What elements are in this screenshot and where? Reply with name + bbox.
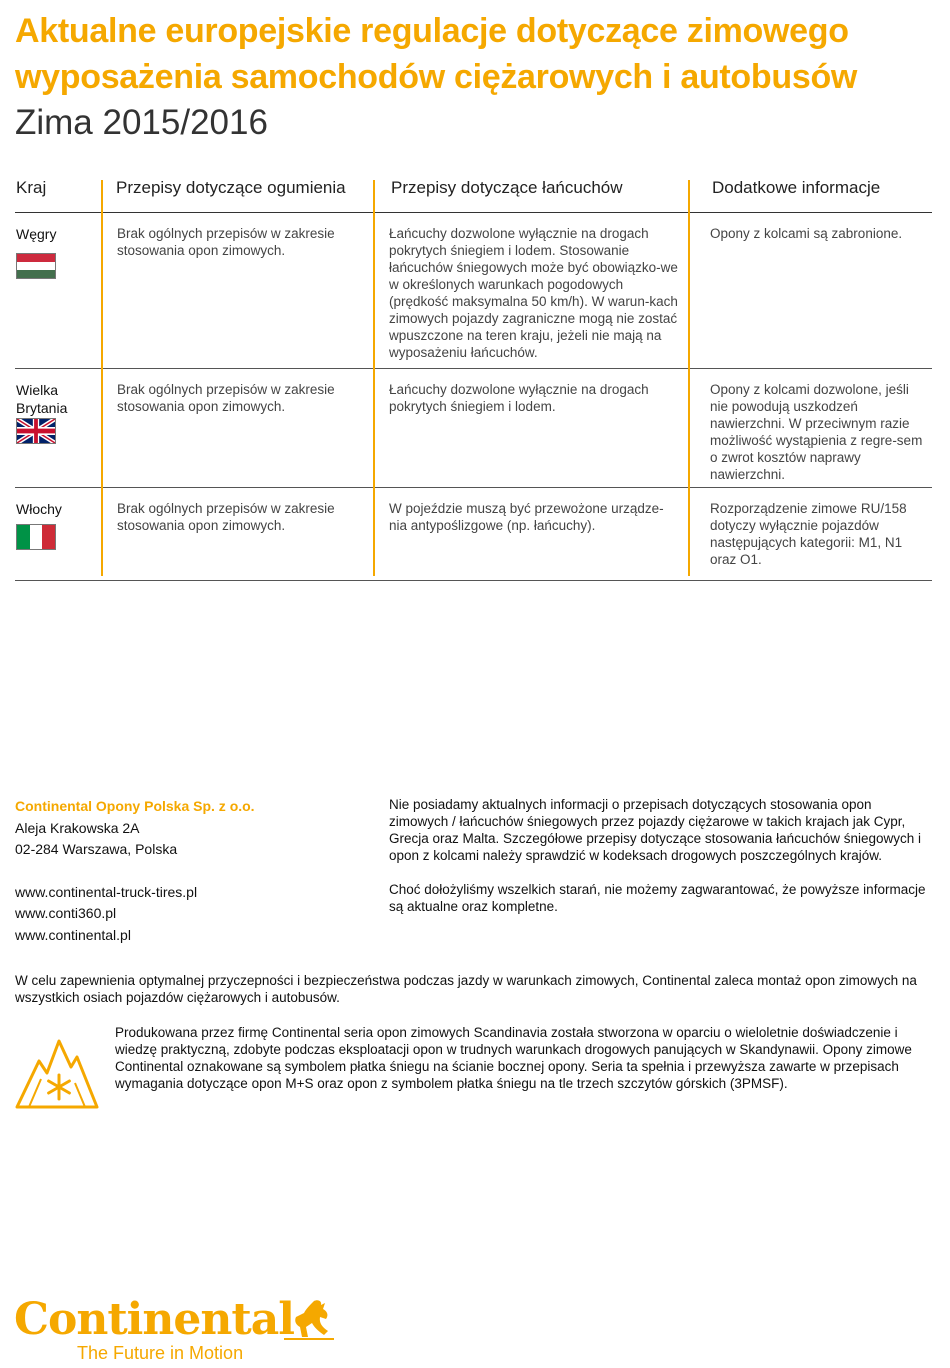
horse-icon (284, 1297, 334, 1341)
table-row (15, 488, 932, 581)
country-name: Włochy (16, 501, 62, 517)
tyre-rules: Brak ogólnych przepisów w zakresie stosowania opon zimowych. (117, 501, 335, 533)
tyre-rules: Brak ogólnych przepisów w zakresie stosowania opon zimowych. (117, 226, 335, 258)
chain-rules: Łańcuchy dozwolone wyłącznie na drogach pokrytych śniegiem i lodem. Stosowanie łańcuchów śniegowych może być obowiązko-we w określonych warunkach pogodowych (prędkość maksymalna 50 km/h). W warun-kach zimowych pojazdy zagraniczne mogą nie zostać wpuszczone na teren kraju, jeżeli nie mają na wyposażeniu łańcuchów. (389, 226, 678, 360)
country-name: Węgry (16, 226, 57, 242)
header-chains: Przepisy dotyczące łańcuchów (391, 178, 623, 197)
table-row (15, 369, 932, 488)
website-link[interactable]: www.conti360.pl (15, 905, 117, 921)
continental-logo (14, 1295, 334, 1365)
table-row (15, 213, 932, 369)
title-line-2: wyposażenia samochodów ciężarowych i autobusów (15, 58, 858, 96)
regulations-table (15, 170, 932, 581)
disclaimer-note (389, 796, 934, 932)
extra-info: Rozporządzenie zimowe RU/158 dotyczy wyłącznie pojazdów następujących kategorii: M1, N1 oraz O1. (710, 501, 907, 567)
extra-info: Opony z kolcami dozwolone, jeśli nie powodują uszkodzeń nawierzchni. W przeciwnym razie możliwość wystąpienia z regre-sem o zwrot kosztów naprawy nawierzchni. (710, 382, 923, 482)
document-title (15, 8, 935, 145)
logo-tagline: The Future in Motion (77, 1343, 244, 1363)
title-line-1: Aktualne europejskie regulacje dotyczące zimowego (15, 12, 849, 50)
note-paragraph: Choć dołożyliśmy wszelkich starań, nie możemy zagwarantować, że powyższe informacje są aktualne oraz kompletne. (389, 882, 926, 914)
table-header (15, 170, 932, 213)
column-divider (373, 180, 375, 576)
header-country: Kraj (16, 178, 47, 197)
flag-hungary-icon (16, 253, 56, 279)
column-divider (101, 180, 103, 576)
chain-rules: Łańcuchy dozwolone wyłącznie na drogach pokrytych śniegiem i lodem. (389, 382, 649, 414)
logo-wordmark: Continental (14, 1294, 294, 1345)
website-link[interactable]: www.continental-truck-tires.pl (15, 883, 198, 900)
header-tyres: Przepisy dotyczące ogumienia (116, 178, 346, 197)
website-link[interactable]: www.continental.pl (15, 926, 131, 943)
chain-rules: W pojeździe muszą być przewożone urządze-nia antypoślizgowe (np. łańcuchy). (389, 501, 664, 533)
season-label: Zima 2015/2016 (15, 103, 268, 142)
extra-info: Opony z kolcami są zabronione. (710, 226, 903, 241)
company-city: 02-284 Warszawa, Polska (15, 841, 178, 857)
company-contact (15, 796, 345, 946)
company-street: Aleja Krakowska 2A (15, 819, 140, 836)
flag-united-kingdom-icon (16, 418, 56, 444)
column-divider (688, 180, 690, 576)
snowflake-mountain-icon (15, 1027, 99, 1109)
note-paragraph: Nie posiadamy aktualnych informacji o przepisach dotyczących stosowania opon zimowych / łańcuchów śniegowych przez pojazdy ciężarowe w takich krajach jak Cypr, Grecja oraz Malta. Szczegółowe przepisy dotyczące stosowania łańcuchów śniegowych i opon z kolcami należy sprawdzić w kodeksach drogowych poszczególnych krajów. (389, 797, 922, 863)
tyre-rules: Brak ogólnych przepisów w zakresie stosowania opon zimowych. (117, 382, 335, 414)
flag-italy-icon (16, 524, 56, 550)
scandinavia-description: Produkowana przez firmę Continental seria opon zimowych Scandinavia została stworzona w oparciu o wieloletnie doświadczenie i wiedzę praktyczną, zdobyte podczas eksploatacji opon w trudnych warunkach drogowych panujących w Skandynawii. Opony zimowe Continental oznakowane są symbolem płatka śniegu na ścianie bocznej opony. Seria ta spełnia i przewyższa zawarte w przepisach wymagania dotyczące opon M+S oraz opon z symbolem płatka śniegu na tle trzech szczytów górskich (3PMSF). (115, 1025, 912, 1091)
country-name: Wielka Brytania (16, 382, 68, 416)
company-name: Continental Opony Polska Sp. z o.o. (15, 798, 255, 814)
header-extra: Dodatkowe informacje (712, 178, 881, 197)
recommendation-text: W celu zapewnienia optymalnej przyczepności i bezpieczeństwa podczas jazdy w warunkach zimowych, Continental zaleca montaż opon zimowych na wszystkich osiach pojazdów ciężarowych i autobusów. (15, 973, 917, 1005)
